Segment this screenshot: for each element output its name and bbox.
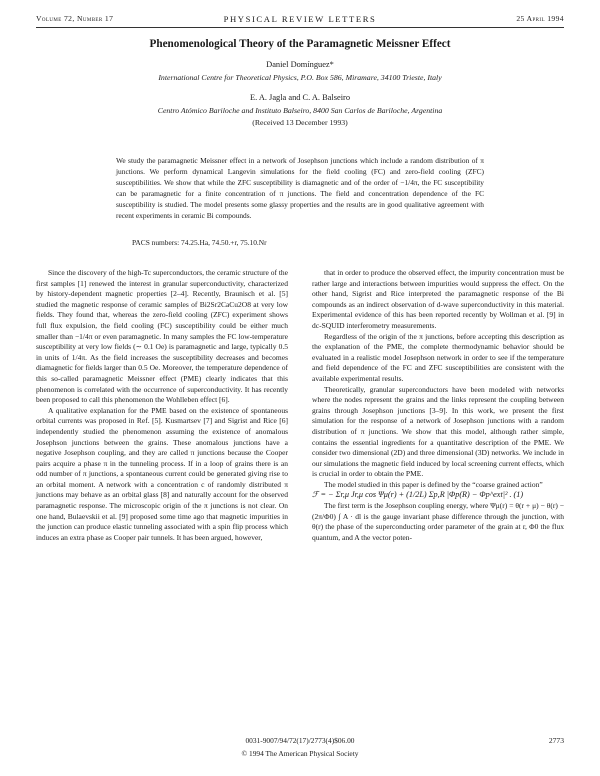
right-column [312, 268, 564, 543]
footer-code: 0031-9007/94/72(17)/2773(4)$06.00 [245, 736, 355, 745]
header-rule [36, 27, 564, 28]
page-number: 2773 [548, 736, 564, 745]
body-paragraph: Theoretically, granular superconductors have been modeled with networks where the nodes represent the grains and the links represent the coupling between grains through Josephson junctions [3–9]. In this work, we present the first simulation for the response of a network of Josephson junctions with a random distribution of π junctions. We show that this model, although rather simple, contains the essential ingredients for a quantitative description of the PME. We consider two dimensional (2D) and three dimensional (3D) networks. We include in our simulations the magnetic field induced by local screening current effects, which is crucial in order to obtain the PME. [312, 384, 564, 479]
body-paragraph: The model studied in this paper is defined by the “coarse grained action” [324, 479, 543, 489]
body-paragraph: Regardless of the origin of the π junctions, before accepting this description as the explanation of the PME, the complete thermodynamic behavior should be evaluated in a realistic model Josephson network in order to see if the temperature and field dependence of the FC and ZFC susceptibilities are consistent with the available experimental results. [312, 331, 564, 383]
first-author: Daniel Domínguez* [266, 60, 334, 69]
second-affiliation: Centro Atómico Bariloche and Instituto Balseiro, 8400 San Carlos de Bariloche, Argentina [157, 106, 443, 115]
received-date: (Received 13 December 1993) [252, 118, 348, 127]
pacs-numbers: PACS numbers: 74.25.Ha, 74.50.+r, 75.10.Nr [132, 238, 267, 247]
equation-1: ℱ = − Σr,μ Jr,μ cos Ψμ(r) + (1/2L) Σp,R |Φp(R) − Φp^ext|² . (1) [312, 490, 524, 500]
body-paragraph: Since the discovery of the high-Tc superconductors, the ceramic structure of the first samples [1] renewed the interest in granular superconductivity, characterized by history-dependent magnetic properties [2–4]. Recently, Braunisch et al. [5] studied the magnetic response of ceramic samples of Bi2Sr2CaCu2O8 at very low fields. They found that, whereas the zero-field cooling (ZFC) experiment shows full flux expulsion, the field cooling (FC) susceptibility could be either much smaller than −1/4π or even paramagnetic. In many samples the FC low-temperature susceptibility at very low fields (∼ 0.1 Oe) is paramagnetic and large, typically 0.5 in units of 1/4π. As the field increases the susceptibility decreases and becomes diamagnetic for fields larger than 0.5 Oe. Moreover, the temperature dependence of this so-called paramagnetic Meissner effect (PME) clearly indicates that this phenomenon is correlated with the occurrence of superconductivity. It has recently been proposed to call this phenomenon the Wohlleben effect [6]. [36, 268, 288, 405]
paper-title: Phenomenological Theory of the Paramagnetic Meissner Effect [149, 38, 451, 50]
left-column [36, 268, 288, 543]
body-paragraph: The first term is the Josephson coupling energy, where Ψμ(r) = θ(r + μ) − θ(r) − (2π/Φ0) ∫ A · dl is the gauge invariant phase difference through the junction, with θ(r) the phase of the superconducting order parameter of the grain at r, Φ0 the flux quantum, and A the vector poten- [312, 501, 564, 542]
footer-copyright: © 1994 The American Physical Society [241, 749, 359, 758]
body-paragraph: A qualitative explanation for the PME based on the existence of spontaneous orbital currents was proposed in Ref. [5]. Kusmartsev [7] and Sigrist and Rice [6] independently studied the phenomenon assuming the existence of anomalous Josephson junctions between the grains. These anomalous junctions have a negative Josephson coupling, and they are called π junctions because the Cooper pairs acquire a phase π in the tunneling process. If in a loop of grains there is an odd number of π junctions, a spontaneous current could be generated giving rise to an orbital moment. A network with a concentration c of randomly distributed π junctions may behave as an orbital glass [8] and naturally account for the observed paramagnetic response. The microscopic origin of the π junctions is not clear. On one hand, Bulaevskii et al. [9] proposed some time ago that magnetic impurities in the junction can produce elastic tunneling associated with a spin flip process which induces an extra phase as Cooper pair tunnels. It has been argued, however, [36, 405, 288, 542]
second-authors: E. A. Jagla and C. A. Balseiro [249, 93, 351, 102]
first-affiliation: International Centre for Theoretical Physics, P.O. Box 586, Miramare, 34100 Trieste, Italy [158, 73, 442, 82]
date-header: 25 April 1994 [516, 14, 564, 23]
journal-header: PHYSICAL REVIEW LETTERS [223, 14, 377, 24]
abstract: We study the paramagnetic Meissner effect in a network of Josephson junctions which include a random distribution of π junctions. We perform dynamical Langevin simulations for the field cooling (FC) and zero-field cooling (ZFC) susceptibilities. We show that while the ZFC susceptibility is diamagnetic and of the order of −1/4π, the FC susceptibility can be paramagnetic for a finite concentration of π junctions. The field and concentration dependence of the FC susceptibility is studied. The model presents some glassy properties and the results are in good qualitative agreement with recent experiments in ceramic Bi compounds. [116, 156, 484, 220]
body-paragraph: that in order to produce the observed effect, the impurity concentration must be rather large and interactions between impurities would suppress the effect. On the other hand, Sigrist and Rice interpreted the paramagnetic response of the Bi compounds as an indirect observation of d-wave superconductivity in this material. Experimental evidence of this has been reported recently by Wollman et al. [9] in dc-SQUID interferometry measurements. [312, 268, 564, 330]
volume-header: Volume 72, Number 17 [36, 14, 114, 23]
